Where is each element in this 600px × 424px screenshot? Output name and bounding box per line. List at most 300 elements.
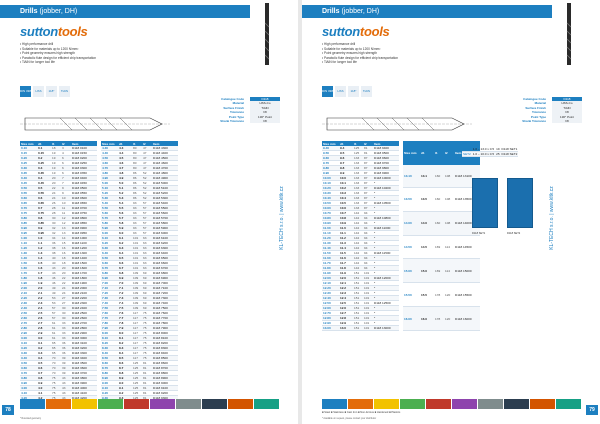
table-cell: 26	[51, 201, 61, 206]
vertical-caption: KL-TECH s.r.o. | www.kltk.cz	[549, 186, 555, 250]
table-cell: 30	[61, 311, 71, 316]
table-cell: 10.0	[339, 176, 353, 181]
table-cell: 10.4	[339, 196, 353, 201]
table-cell: 19	[51, 166, 61, 171]
table-cell: 8.70	[101, 366, 118, 371]
table-cell: 33	[61, 331, 71, 336]
table-cell: 93	[132, 216, 142, 221]
table-cell: D118 9900	[373, 171, 399, 176]
table-cell: 3.3	[37, 351, 51, 356]
table-cell: 0.4	[37, 176, 51, 181]
table-cell: D118 8700	[152, 366, 178, 371]
material-legend: ■ Steel ■ Stainless ■ Cast Iron ■ Non-ferrous ■ Hardened ■ Plastics	[322, 411, 401, 414]
table-cell: 133	[353, 196, 363, 201]
table-cell: 151	[353, 281, 363, 286]
table-cell: D118 10500	[373, 201, 399, 206]
table-cell: 13	[61, 226, 71, 231]
table-cell: 30	[61, 306, 71, 311]
table-cell: 11.8	[339, 266, 353, 271]
set-case-1	[472, 178, 498, 228]
table-cell: 80	[132, 151, 142, 156]
table-cell: *	[373, 306, 399, 311]
spec-value: HSS-Co	[552, 101, 582, 105]
spec-table	[502, 97, 582, 123]
table-cell: 0.55	[20, 191, 37, 196]
table-cell: 6.3	[118, 246, 132, 251]
table-cell: 117	[132, 331, 142, 336]
table-cell: D118 2900	[71, 331, 97, 336]
table-cell: 22	[61, 276, 71, 281]
table-cell: 11.70	[322, 261, 339, 266]
table-cell: 10.1	[339, 181, 353, 186]
table-cell: 3.30	[20, 351, 37, 356]
table-cell: D118 0450	[71, 181, 97, 186]
table-cell: 4.9	[118, 176, 132, 181]
table-cell: 30	[61, 316, 71, 321]
table-cell: 101	[363, 276, 373, 281]
table-cell: 5.5	[118, 206, 132, 211]
table-cell: 5.3	[118, 196, 132, 201]
table-cell: 47	[142, 161, 152, 166]
table-cell: 101	[132, 256, 142, 261]
table-cell: 47	[142, 146, 152, 151]
table-cell: 75	[51, 381, 61, 386]
table-cell: *	[373, 196, 399, 201]
table-cell: 3.10	[20, 341, 37, 346]
table-cell: D118 6800	[152, 271, 178, 276]
table-cell: 4.3	[118, 146, 132, 151]
table-cell: 117	[132, 336, 142, 341]
table-cell: 178	[434, 307, 444, 331]
table-cell: 13.50	[403, 187, 420, 211]
table-cell: 151	[353, 321, 363, 326]
table-cell: D118 7400	[152, 301, 178, 306]
table-cell: 69	[142, 286, 152, 291]
table-cell: 117	[132, 356, 142, 361]
table-cell: D118 9800	[373, 166, 399, 171]
table-cell: 38	[51, 251, 61, 256]
table-cell: 10	[61, 196, 71, 201]
product-table	[403, 141, 480, 331]
set-cell: 1.0 – 10.0 x 0.5	[472, 152, 495, 157]
table-cell: D118 0550	[71, 191, 97, 196]
table-cell: 49	[51, 286, 61, 291]
table-cell: 0.1	[37, 146, 51, 151]
table-cell: 47	[142, 166, 152, 171]
table-cell: 75	[142, 341, 152, 346]
table-cell: D118 4600	[152, 161, 178, 166]
table-cell: D118 9400	[373, 146, 399, 151]
table-cell: D118 0750	[71, 211, 97, 216]
column-header: Item	[71, 141, 97, 146]
table-cell: 0.85	[37, 221, 51, 226]
table-cell: 6.9	[118, 276, 132, 281]
table-cell: 8.5	[118, 356, 132, 361]
table-cell: 47	[142, 151, 152, 156]
column-header: Size mm	[101, 141, 118, 146]
table-cell: 4.70	[101, 166, 118, 171]
table-cell: 109	[132, 276, 142, 281]
material-matrix	[322, 399, 582, 409]
table-cell: 0.85	[20, 221, 37, 226]
table-cell: D118 13100	[454, 165, 480, 187]
table-cell: 5.60	[101, 211, 118, 216]
table-cell: 57	[142, 226, 152, 231]
spec-key: Point Type	[530, 114, 546, 119]
table-cell: 93	[132, 221, 142, 226]
table-cell: 5.0	[118, 181, 132, 186]
table-cell: 7.1	[118, 286, 132, 291]
table-cell: 12.60	[322, 306, 339, 311]
table-cell: 10.20	[322, 186, 339, 191]
spec-value: HSS-Co	[250, 101, 280, 105]
table-cell: 61	[51, 336, 61, 341]
table-cell: 142	[353, 221, 363, 226]
table-cell: 7.2	[118, 291, 132, 296]
column-header: Size mm	[322, 141, 339, 146]
table-cell: 61	[51, 331, 61, 336]
set-row	[462, 152, 518, 157]
table-cell: D118 1500	[71, 261, 97, 266]
table-cell: D118 1600	[71, 266, 97, 271]
table-cell: 11.10	[322, 231, 339, 236]
table-cell: 3	[61, 146, 71, 151]
table-cell: 12.5	[339, 301, 353, 306]
drill-image	[262, 3, 272, 65]
table-cell: D118 3200	[71, 346, 97, 351]
table-cell: 10.9	[339, 221, 353, 226]
column-header: d1	[118, 141, 132, 146]
table-cell: 9.5	[339, 151, 353, 156]
table-cell: 10.70	[322, 211, 339, 216]
table-cell: 93	[132, 206, 142, 211]
feature-list	[20, 42, 96, 65]
table-cell: D118 6100	[152, 236, 178, 241]
table-cell: 0.8	[37, 216, 51, 221]
table-cell: 22	[51, 186, 61, 191]
table-cell: 12.10	[322, 281, 339, 286]
table-cell: D118 8900	[152, 376, 178, 381]
table-cell: 52	[142, 186, 152, 191]
table-cell: 12.90	[322, 321, 339, 326]
table-cell: D118 0800	[71, 216, 97, 221]
table-cell: 4.5	[118, 156, 132, 161]
table-cell: D118 8500	[152, 356, 178, 361]
spec-row	[502, 119, 582, 123]
table-cell: 7.50	[101, 306, 118, 311]
column-header: l1	[132, 141, 142, 146]
table-cell: 0.30	[20, 166, 37, 171]
table-cell: D118 2300	[71, 301, 97, 306]
table-cell: 9.9	[339, 171, 353, 176]
table-cell: 24	[61, 286, 71, 291]
table-cell: 133	[353, 156, 363, 161]
table-cell: 87	[363, 201, 373, 206]
table-cell: 6.2	[118, 241, 132, 246]
table-cell: 1.8	[37, 276, 51, 281]
feature-list	[322, 42, 398, 65]
table-cell: 2.30	[20, 301, 37, 306]
table-cell: 3.70	[20, 371, 37, 376]
table-cell: 69	[142, 276, 152, 281]
page-number: 78	[2, 405, 14, 415]
table-cell: D118 7600	[152, 311, 178, 316]
table-cell: 109	[132, 296, 142, 301]
table-cell: 47	[142, 156, 152, 161]
table-cell: 13.1	[420, 165, 434, 187]
table-cell: 52	[142, 176, 152, 181]
table-cell: 114	[444, 259, 454, 283]
table-cell: 10.2	[339, 186, 353, 191]
table-cell: 5.10	[101, 186, 118, 191]
table-cell: 2.60	[20, 316, 37, 321]
table-cell: 3.40	[20, 356, 37, 361]
table-cell: 6.6	[118, 261, 132, 266]
table-cell: 7.6	[118, 311, 132, 316]
table-cell: 101	[363, 301, 373, 306]
table-cell: 6	[61, 156, 71, 161]
table-cell: 1.20	[20, 246, 37, 251]
table-cell: 14.00	[403, 211, 420, 235]
column-header: Size mm	[20, 141, 37, 146]
table-cell: D118 5800	[152, 221, 178, 226]
table-cell: 86	[132, 196, 142, 201]
table-cell: 80	[132, 156, 142, 161]
table-cell: 57	[142, 216, 152, 221]
column-header: l1	[434, 141, 444, 165]
column-header: Item	[152, 141, 178, 146]
spec-value: TiAlN	[552, 106, 582, 110]
table-cell: 53	[51, 301, 61, 306]
table-cell: D118 7900	[152, 326, 178, 331]
table-cell: 69	[142, 306, 152, 311]
table-cell: 69	[142, 291, 152, 296]
table-cell: D118 5000	[152, 181, 178, 186]
table-cell: 43	[61, 391, 71, 396]
column-header: l2	[444, 141, 454, 165]
material-swatch	[150, 399, 176, 409]
table-cell: 1.10	[20, 241, 37, 246]
table-cell: 11.3	[339, 241, 353, 246]
table-cell: 2.00	[20, 286, 37, 291]
table-cell: 57	[142, 201, 152, 206]
table-cell: 0.95	[20, 231, 37, 236]
table-cell: D118 10200	[373, 186, 399, 191]
table-cell: 57	[142, 231, 152, 236]
table-cell: 11.7	[339, 261, 353, 266]
table-cell: 14	[61, 236, 71, 241]
table-cell: 151	[353, 296, 363, 301]
table-cell: 14.50	[403, 235, 420, 259]
table-cell: 8.10	[101, 336, 118, 341]
table-cell: 0.6	[37, 196, 51, 201]
table-cell: 133	[353, 161, 363, 166]
table-cell: 6.7	[118, 266, 132, 271]
material-swatch	[426, 399, 452, 409]
feature-icon: TiAlN	[59, 86, 70, 97]
table-cell: 15.50	[403, 283, 420, 307]
table-cell: D118 0650	[71, 201, 97, 206]
table-cell: 10.80	[322, 216, 339, 221]
table-cell: 1.80	[20, 276, 37, 281]
table-cell: 3.60	[20, 366, 37, 371]
table-cell: 75	[142, 316, 152, 321]
table-cell: *	[373, 311, 399, 316]
table-cell: 12.0	[339, 276, 353, 281]
table-cell: 10.6	[339, 206, 353, 211]
table-cell: 142	[353, 236, 363, 241]
table-cell: 3.4	[37, 356, 51, 361]
table-cell: 11.9	[339, 271, 353, 276]
table-cell: 11.6	[339, 256, 353, 261]
table-cell: 80	[132, 146, 142, 151]
table-cell: D118 2500	[71, 311, 97, 316]
table-cell: 1.00	[20, 236, 37, 241]
table-cell: 133	[353, 171, 363, 176]
table-cell: 22	[61, 281, 71, 286]
feature-icon: HSS	[335, 86, 346, 97]
spec-key: Shank Tolerance	[220, 118, 244, 123]
table-cell: 2.4	[37, 306, 51, 311]
spec-row	[200, 119, 280, 123]
table-cell: 0.15	[20, 151, 37, 156]
table-cell: 5.90	[101, 226, 118, 231]
table-cell: *	[373, 241, 399, 246]
column-header: Item	[454, 141, 480, 165]
table-cell: 142	[353, 266, 363, 271]
table-cell: D118 7000	[152, 281, 178, 286]
table-cell: 36	[61, 351, 71, 356]
table-cell: D118 0350	[71, 171, 97, 176]
table-cell: D118 0200	[71, 156, 97, 161]
table-cell: 18	[61, 261, 71, 266]
table-cell: 0.5	[37, 186, 51, 191]
table-cell: 7.3	[118, 296, 132, 301]
table-cell: D118 0100	[71, 146, 97, 151]
table-cell: 0.25	[37, 161, 51, 166]
table-cell: 87	[363, 186, 373, 191]
table-cell: 8.4	[118, 351, 132, 356]
table-cell: 3.2	[37, 346, 51, 351]
table-cell: 0.65	[37, 201, 51, 206]
table-cell: 133	[353, 176, 363, 181]
table-cell: D118 8400	[152, 351, 178, 356]
table-cell: 125	[132, 366, 142, 371]
table-cell: 94	[363, 256, 373, 261]
table-cell: D118 3400	[71, 356, 97, 361]
table-cell: 2.50	[20, 311, 37, 316]
table-cell: 178	[434, 283, 444, 307]
table-cell: 1.90	[20, 281, 37, 286]
table-cell: 120	[444, 307, 454, 331]
table-cell: 8.0	[118, 331, 132, 336]
feature-icon: DIN 338	[322, 86, 333, 97]
table-cell: 9.50	[322, 151, 339, 156]
material-swatch	[228, 399, 254, 409]
table-cell: 7.10	[101, 286, 118, 291]
table-cell: 101	[363, 326, 373, 331]
table-cell: 7.70	[101, 316, 118, 321]
table-cell: D118 1000	[71, 236, 97, 241]
technical-drawing	[322, 106, 502, 142]
table-cell: 2.80	[20, 326, 37, 331]
table-cell: 1.0	[37, 236, 51, 241]
table-cell: 5.70	[101, 216, 118, 221]
table-cell: 1.5	[37, 261, 51, 266]
table-cell: 0.55	[37, 191, 51, 196]
table-cell: 7.0	[118, 281, 132, 286]
material-swatch	[556, 399, 582, 409]
table-cell: 3.8	[37, 376, 51, 381]
table-cell: 65	[51, 346, 61, 351]
table-cell: 9.10	[101, 386, 118, 391]
table-cell: *	[373, 221, 399, 226]
table-cell: 142	[353, 231, 363, 236]
table-cell: 125	[132, 391, 142, 396]
table-cell: 101	[363, 321, 373, 326]
table-cell: 33	[61, 326, 71, 331]
table-cell: D118 0250	[71, 161, 97, 166]
table-cell: 43	[51, 266, 61, 271]
spec-key: Tolerance	[532, 110, 546, 115]
spec-value: h8	[552, 119, 582, 123]
table-cell: 87	[363, 156, 373, 161]
table-cell: 33	[61, 336, 71, 341]
icon-row	[20, 86, 70, 97]
table-cell: D118 10800	[373, 216, 399, 221]
table-cell: 5.8	[118, 221, 132, 226]
table-cell: 63	[142, 241, 152, 246]
table-cell: D118 2800	[71, 326, 97, 331]
table-cell: 6.60	[101, 261, 118, 266]
table-cell: 15	[61, 241, 71, 246]
product-table	[20, 141, 97, 401]
table-cell: 0.35	[37, 171, 51, 176]
table-cell: 63	[142, 261, 152, 266]
table-cell: 36	[61, 341, 71, 346]
table-cell: 101	[363, 296, 373, 301]
table-cell: 0.50	[20, 186, 37, 191]
table-cell: 75	[51, 386, 61, 391]
table-cell: 6.30	[101, 246, 118, 251]
table-cell: 52	[142, 181, 152, 186]
set-cell: 19	[496, 147, 500, 152]
table-cell: 16	[61, 251, 71, 256]
table-cell: D118 5400	[152, 201, 178, 206]
table-cell: 9.7	[339, 161, 353, 166]
table-cell: D118 15500	[454, 283, 480, 307]
table-cell: 39	[61, 366, 71, 371]
table-cell: D118 16000	[454, 307, 480, 331]
table-cell: 9	[61, 186, 71, 191]
spec-value: 130° Point	[250, 115, 280, 119]
table-cell: 0.60	[20, 196, 37, 201]
table-row	[403, 235, 480, 259]
table-cell: 20	[61, 266, 71, 271]
table-cell: D118 13000	[373, 326, 399, 331]
table-cell: 16	[61, 246, 71, 251]
table-cell: 10.3	[339, 191, 353, 196]
table-cell: 11.40	[322, 246, 339, 251]
material-swatch	[124, 399, 150, 409]
table-cell: D118 11500	[373, 251, 399, 256]
table-cell: 86	[132, 191, 142, 196]
table-cell: 1.30	[20, 251, 37, 256]
table-cell: D118 1300	[71, 251, 97, 256]
table-cell: 151	[353, 306, 363, 311]
table-cell: 69	[142, 271, 152, 276]
table-cell: 11.2	[339, 236, 353, 241]
